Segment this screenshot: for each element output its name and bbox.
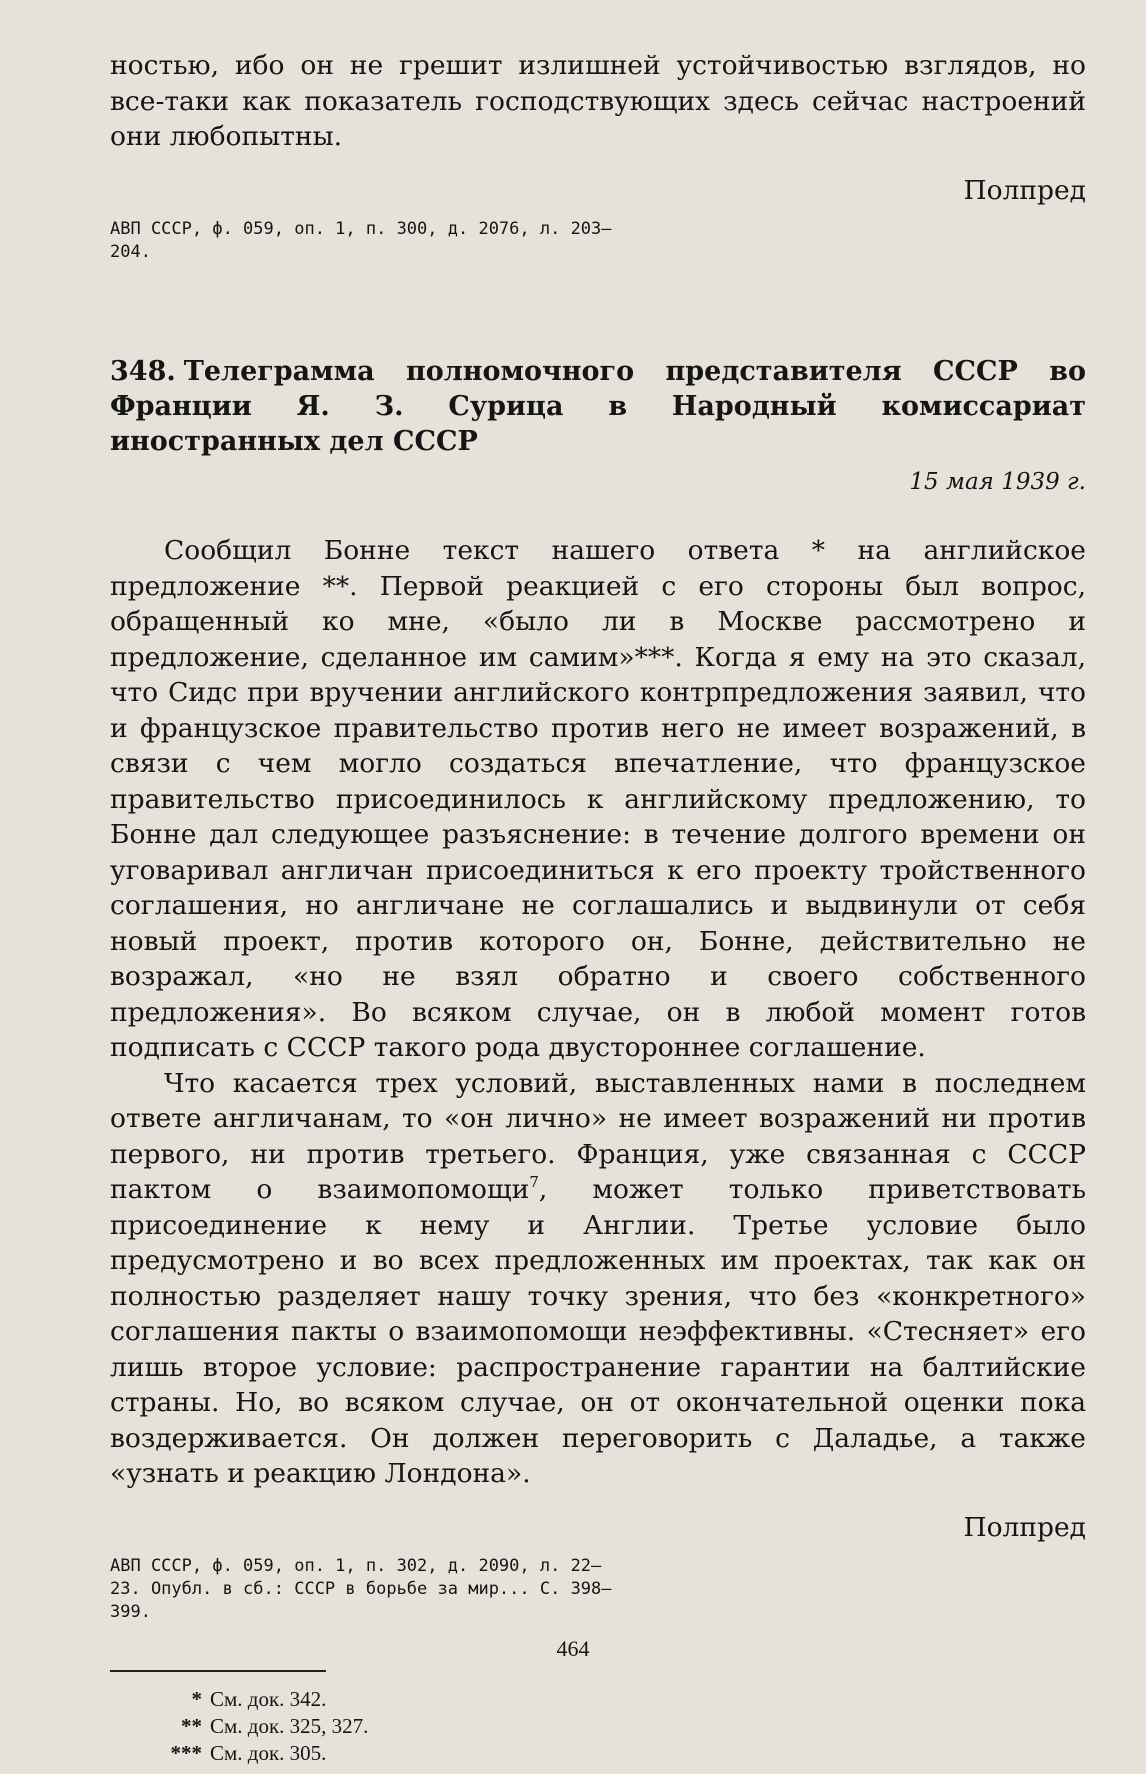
page-content: [110, 48, 1086, 1767]
footnote-text: См. док. 342.: [210, 1687, 327, 1711]
document-heading: [110, 354, 1086, 459]
document-number: 348.: [110, 356, 176, 387]
signoff-previous: Полпред: [963, 174, 1086, 206]
signoff: Полпред: [963, 1511, 1086, 1543]
note-reference: 7: [529, 1173, 539, 1191]
document-date: 15 мая 1939 г.: [909, 469, 1086, 495]
archive-reference: АВП СССР, ф. 059, оп. 1, п. 302, д. 2090, л. 22—23. Опубл. в сб.: СССР в борьбе за мир... С. 398—399.: [110, 1556, 612, 1622]
paragraph-2-part-1: Что касается трех условий, выставленных нами в последнем ответе англичанам, то «он лично» не имеет возражений ни против первого, ни против третьего. Франция, уже связанная с СССР пактом о взаимопомощи: [110, 1067, 1086, 1205]
page-number: 464: [556, 1636, 590, 1661]
footnote-mark: **: [181, 1714, 202, 1738]
footnote-item: [110, 1713, 1086, 1740]
footnote-text: См. док. 325, 327.: [210, 1714, 369, 1738]
footnotes: [110, 1686, 1086, 1767]
body-paragraph-2: [110, 1066, 1086, 1492]
footnote-mark: ***: [170, 1741, 202, 1765]
footnote-mark: *: [191, 1687, 202, 1711]
paragraph-2-part-2: , может только приветствовать присоединение к нему и Англии. Третье условие было предусмотрено и во всех предложенных им проектах, так как он полностью разделяет нашу точку зрения, что без «конкретного» соглашения пакты о взаимопомощи неэффективны. «Стесняет» его лишь второе условие: распространение гарантии на балтийские страны. Но, во всяком случае, он от окончательной оценки пока воздерживается. Он должен переговорить с Даладье, а также «узнать и реакцию Лондона».: [110, 1174, 1087, 1489]
footnote-item: [110, 1686, 1086, 1713]
archive-reference-previous: АВП СССР, ф. 059, оп. 1, п. 300, д. 2076, л. 203—204.: [110, 219, 612, 262]
footnote-divider: [110, 1670, 326, 1672]
continuation-paragraph: ностью, ибо он не грешит излишней устойчивостью взглядов, но все-таки как показатель господствующих здесь сейчас настроений они любопытны.: [110, 50, 1086, 152]
body-paragraph-1: Сообщил Бонне текст нашего ответа * на английское предложение **. Первой реакцией с его стороны был вопрос, обращенный ко мне, «было ли в Москве рассмотрено и предложение, сделанное им самим»***. Когда я ему на это сказал, что Сидс при вручении английского контрпредложения заявил, что и французское правительство против него не имеет возражений, в связи с чем могло создаться впечатление, что французское правительство присоединилось к английскому предложению, то Бонне дал следующее разъяснение: в течение долгого времени он уговаривал англичан присоединиться к его проекту тройственного соглашения, но англичане не соглашались и выдвинули от себя новый проект, против которого он, Бонне, действительно не возражал, «но не взял обратно и своего собственного предложения». Во всяком случае, он в любой момент готов подписать с СССР такого рода двустороннее соглашение.: [110, 535, 1086, 1063]
footnote-text: См. док. 305.: [210, 1741, 327, 1765]
document-title: Телеграмма полномочного представителя СССР во Франции Я. З. Сурица в Народный комиссариат иностранных дел СССР: [110, 356, 1086, 457]
footnote-item: [110, 1740, 1086, 1767]
